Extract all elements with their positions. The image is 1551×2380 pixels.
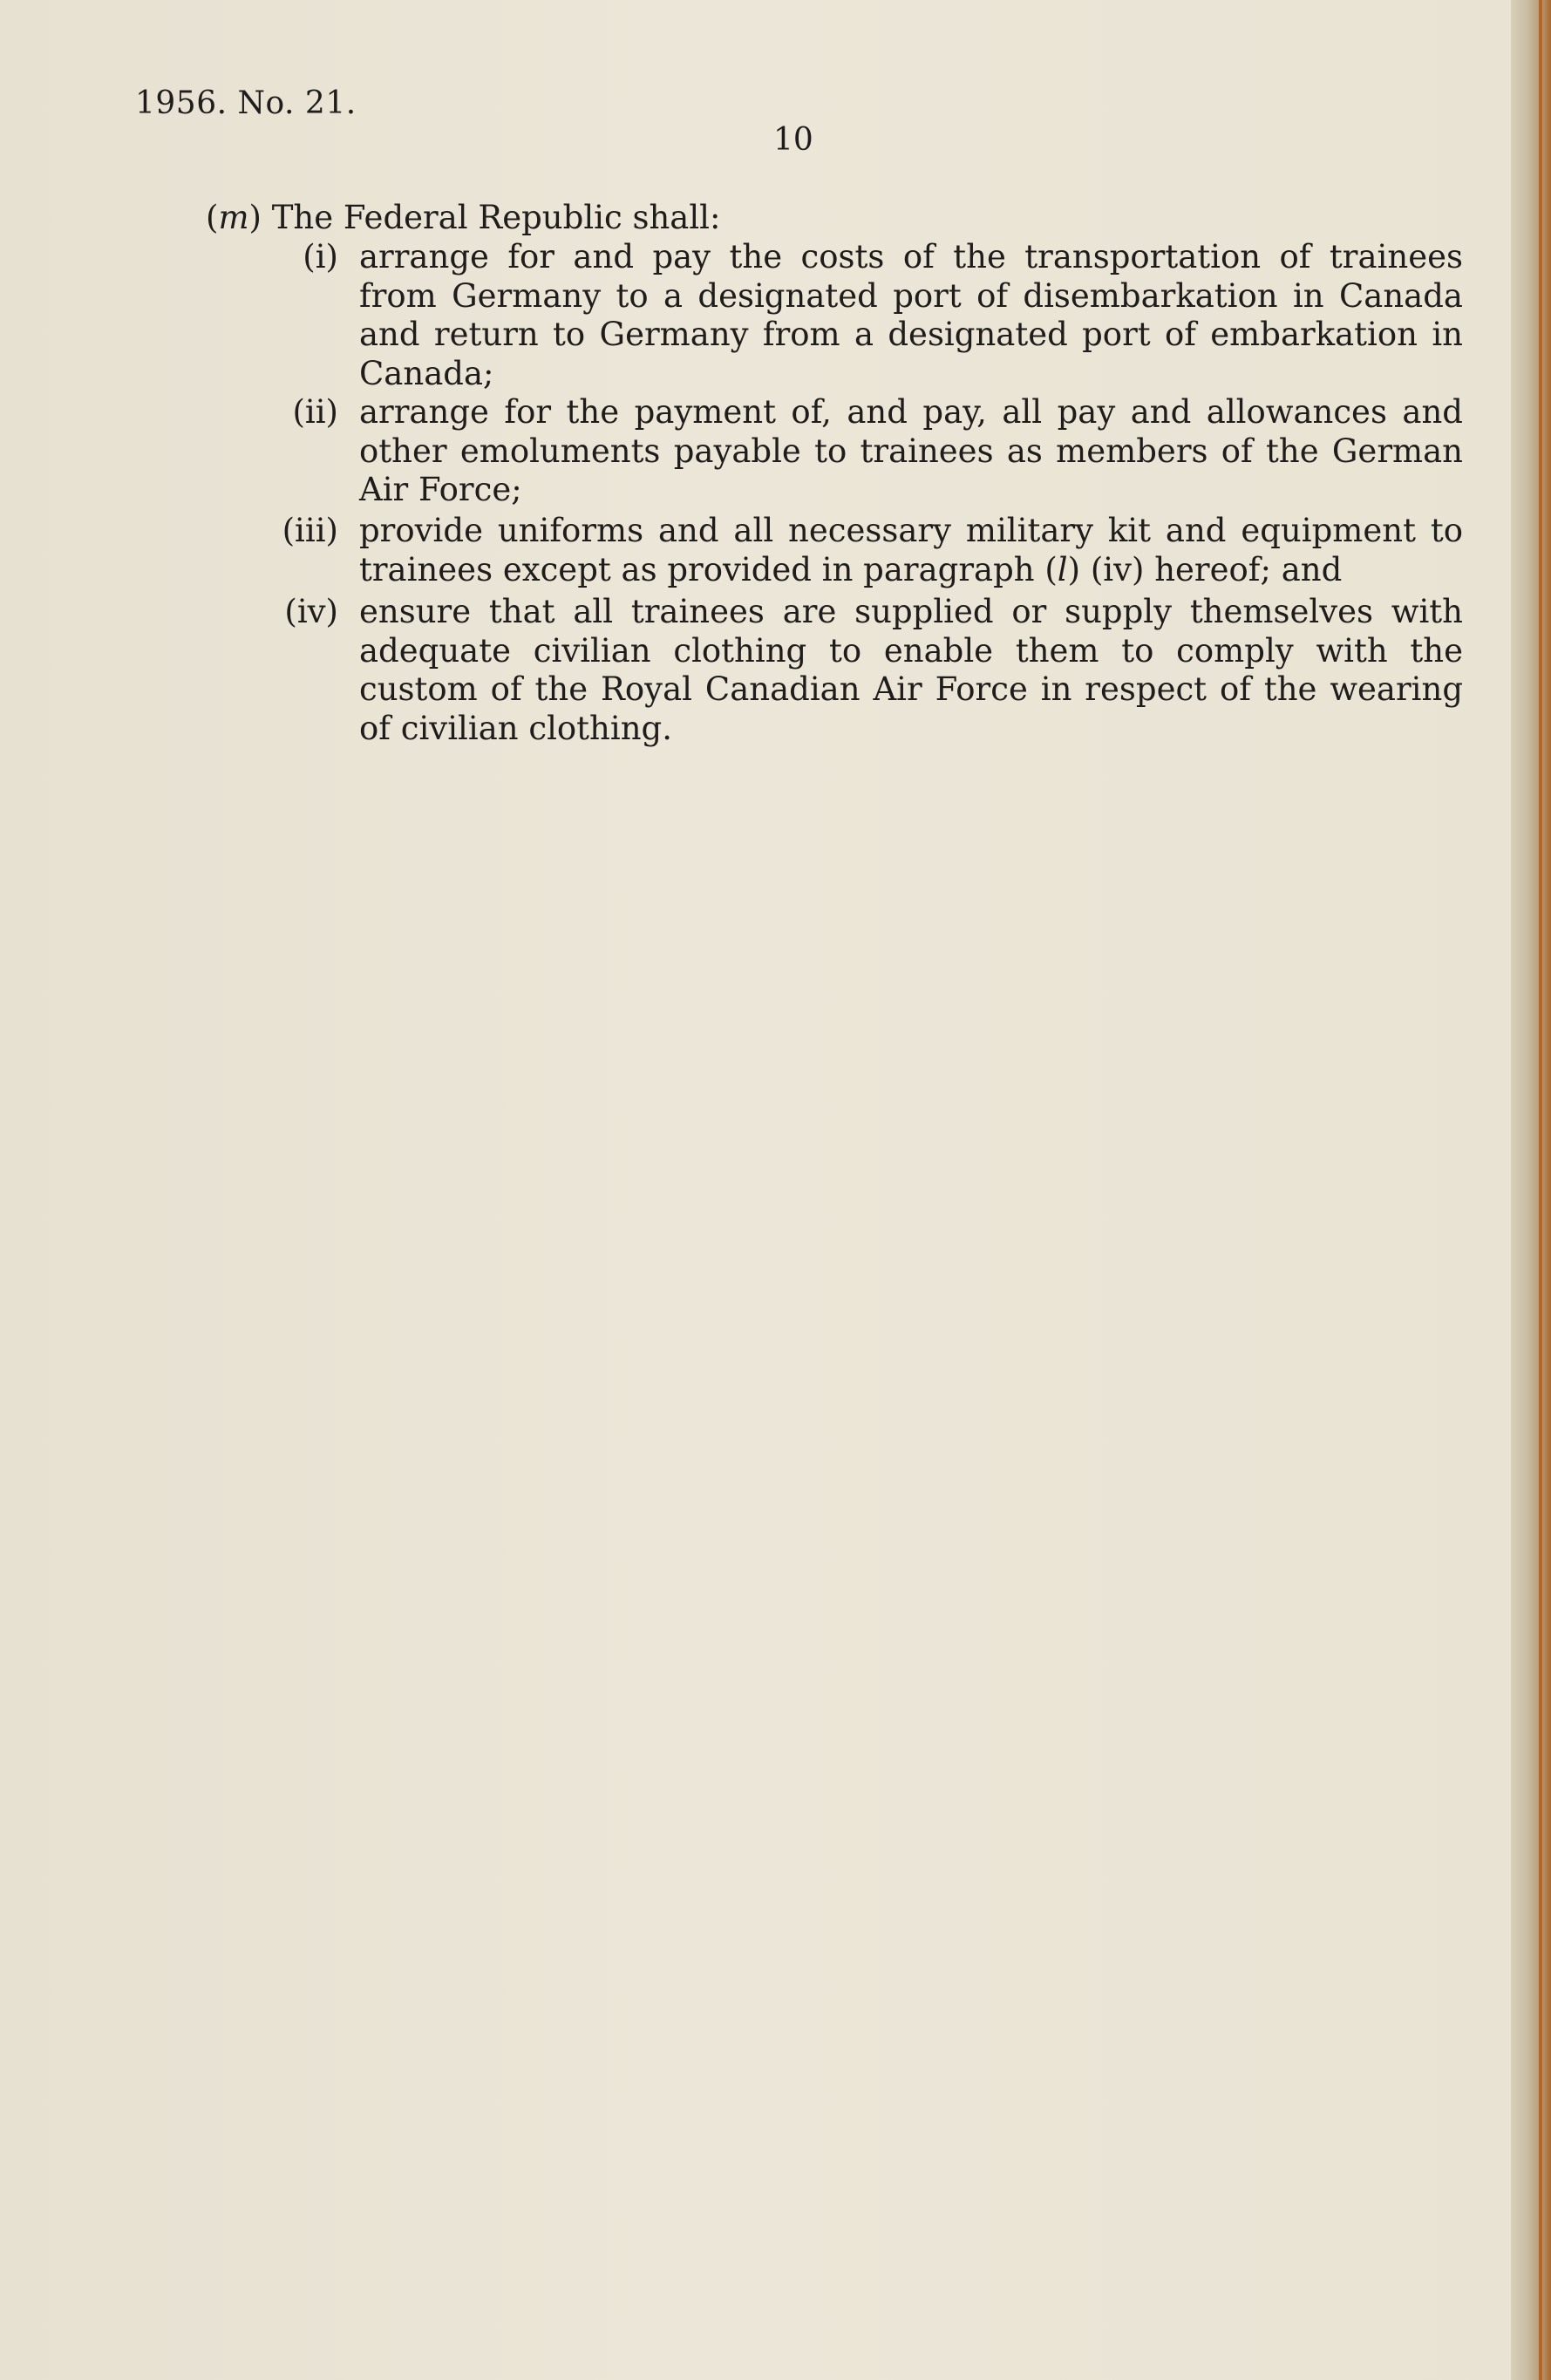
item-text: [359, 512, 1463, 589]
item-line: trainees except as provided in paragraph (l) (iv) hereof; and: [359, 550, 1343, 588]
item-number: (ii): [292, 393, 338, 431]
item-line: other emoluments payable to trainees as members of the German: [359, 432, 1463, 470]
clause-label: (m): [206, 199, 262, 236]
item-line: provide uniforms and all necessary military kit and equipment to: [359, 512, 1463, 549]
item-line: ensure that all trainees are supplied or supply themselves with: [359, 593, 1463, 630]
item-text: [359, 393, 1463, 510]
item-number: (iv): [284, 593, 338, 630]
document-reference: 1956. No. 21.: [135, 85, 357, 121]
item-number: (iii): [282, 512, 338, 549]
item-line: Air Force;: [359, 471, 522, 508]
item-text: [359, 593, 1463, 748]
item-line: adequate civilian clothing to enable them to comply with the: [359, 631, 1463, 670]
item-line: of civilian clothing.: [359, 709, 672, 747]
item-line: and return to Germany from a designated port of embarkation in: [359, 316, 1463, 353]
item-line: Canada;: [359, 354, 494, 392]
item-line: custom of the Royal Canadian Air Force in respect of the wearing: [359, 670, 1463, 708]
item-line: arrange for and pay the costs of the transportation of trainees: [359, 238, 1463, 275]
page-number: 10: [773, 122, 813, 158]
binding-edge: [1511, 0, 1551, 2380]
item-number: (i): [303, 238, 338, 275]
item-text: [359, 238, 1463, 393]
binding-line: [1539, 0, 1542, 2380]
clause-intro: [206, 199, 720, 236]
clause-intro-text: The Federal Republic shall:: [271, 199, 721, 236]
item-line: from Germany to a designated port of disembarkation in Canada: [359, 276, 1463, 315]
item-line: arrange for the payment of, and pay, all pay and allowances and: [359, 393, 1463, 431]
